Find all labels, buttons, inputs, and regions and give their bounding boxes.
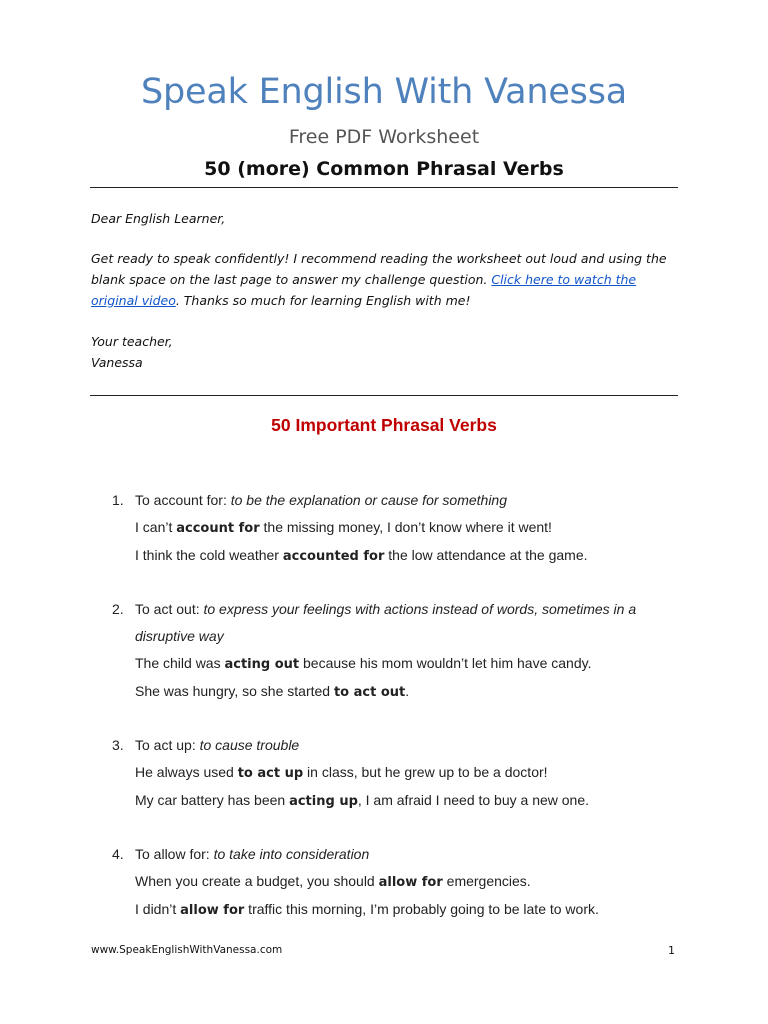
verb-number: 1. (112, 492, 124, 508)
letter-body-text: Get ready to speak confidently! I recommend reading the worksheet out loud and using the blank space on the last page to answer my challenge question. (91, 251, 667, 287)
verb-number: 3. (112, 737, 124, 753)
original-video-link[interactable]: Click here to watch the original video (91, 272, 637, 308)
example-before: I didn’t (135, 901, 181, 917)
verb-example (135, 787, 683, 815)
letter-divider (90, 395, 678, 396)
verb-number: 2. (112, 601, 124, 617)
verb-term: To account for: (135, 492, 227, 508)
section-heading: 50 Important Phrasal Verbs (271, 415, 497, 435)
example-before: She was hungry, so she started (135, 683, 334, 699)
verb-term: To act up: (135, 737, 196, 753)
verb-definition: to take into consideration (213, 846, 370, 862)
verb-item (0, 487, 768, 570)
page-subtitle: Free PDF Worksheet (288, 126, 480, 148)
verb-definition-line (135, 732, 683, 759)
example-before: I think the cold weather (135, 547, 283, 563)
example-before: When you create a budget, you should (135, 873, 379, 889)
example-bold: accounted for (282, 549, 385, 564)
verb-item (0, 841, 768, 924)
letter-body-text-end: . Thanks so much for learning English with me! (175, 293, 471, 308)
verb-body (135, 732, 683, 815)
example-bold: to act up (237, 766, 304, 781)
verb-example (135, 896, 683, 924)
verb-term: To allow for: (135, 846, 210, 862)
verb-number: 4. (112, 846, 124, 862)
verb-example (135, 678, 683, 706)
example-bold: to act out (333, 685, 406, 700)
letter-paragraph (91, 248, 681, 311)
header-divider (90, 187, 678, 188)
verb-example (135, 514, 683, 542)
example-after: the low attendance at the game. (384, 547, 588, 563)
example-after: , I am afraid I need to buy a new one. (357, 792, 590, 808)
verb-body (135, 487, 683, 570)
example-bold: acting out (224, 657, 300, 672)
site-title: Speak English With Vanessa (140, 72, 627, 112)
verb-item (0, 732, 768, 815)
verb-example (135, 868, 683, 896)
example-after: the missing money, I don’t know where it went! (259, 519, 552, 535)
example-after: emergencies. (442, 873, 531, 889)
letter-signoff (91, 331, 681, 373)
example-before: He always used (135, 764, 238, 780)
verb-definition: to express your feelings with actions instead of words, sometimes in a disruptive way (135, 601, 637, 644)
example-bold: account for (176, 521, 260, 536)
verb-term: To act out: (135, 601, 200, 617)
example-after: because his mom wouldn’t let him have candy. (299, 655, 592, 671)
example-bold: allow for (180, 903, 245, 918)
verb-example (135, 542, 683, 570)
footer-url: www.SpeakEnglishWithVanessa.com (91, 944, 283, 956)
example-before: I can’t (135, 519, 177, 535)
verb-item (0, 596, 768, 706)
verb-example (135, 650, 683, 678)
verb-definition-line (135, 487, 683, 514)
verb-example (135, 759, 683, 787)
example-bold: allow for (378, 875, 443, 890)
verb-definition: to cause trouble (199, 737, 300, 753)
example-before: My car battery has been (135, 792, 290, 808)
verb-definition-line (135, 596, 683, 650)
document-title: 50 (more) Common Phrasal Verbs (204, 158, 564, 180)
phrasal-verb-list (0, 487, 768, 950)
page-number: 1 (668, 944, 675, 957)
example-before: The child was (135, 655, 225, 671)
letter-greeting (91, 208, 681, 229)
verb-definition: to be the explanation or cause for something (230, 492, 508, 508)
verb-body (135, 596, 683, 706)
example-bold: acting up (289, 794, 358, 809)
example-after: in class, but he grew up to be a doctor! (303, 764, 548, 780)
greeting-text: Dear English Learner, (91, 211, 226, 226)
verb-definition-line (135, 841, 683, 868)
letter-signature: Vanessa (91, 355, 143, 370)
letter-closing: Your teacher, (91, 334, 173, 349)
example-after: . (405, 683, 410, 699)
letter-body (91, 248, 681, 311)
example-after: traffic this morning, I’m probably going to be late to work. (244, 901, 599, 917)
verb-body (135, 841, 683, 924)
